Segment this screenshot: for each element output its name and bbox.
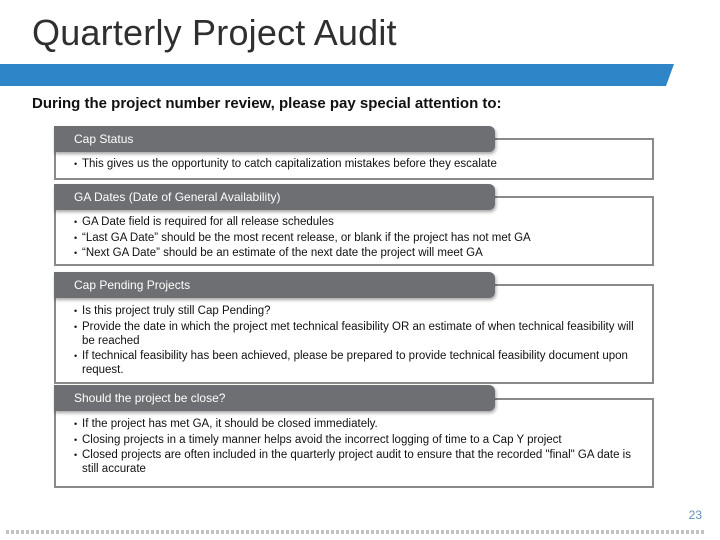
list-item: • Closed projects are often included in the quarterly project audit to ensure that the recorded "final" GA date is still accurate <box>74 448 634 476</box>
section-cap-pending-list <box>74 304 634 379</box>
list-item: • This gives us the opportunity to catch capitalization mistakes before they escalate <box>74 157 634 171</box>
list-item: • Closing projects in a timely manner helps avoid the incorrect logging of time to a Cap Y project <box>74 433 634 447</box>
section-header-cap-pending: Cap Pending Projects <box>54 272 495 298</box>
section-cap-status-list <box>74 157 634 173</box>
section-header-cap-status: Cap Status <box>54 126 495 152</box>
list-item: • If technical feasibility has been achieved, please be prepared to provide technical feasibility document upon request. <box>74 349 634 377</box>
list-item: • GA Date field is required for all release schedules <box>74 215 634 229</box>
section-header-ga-dates: GA Dates (Date of General Availability) <box>54 184 495 210</box>
list-item: • Provide the date in which the project met technical feasibility OR an estimate of when technical feasibility will be reached <box>74 320 634 348</box>
footer-fine-print <box>6 530 706 534</box>
list-item: • Is this project truly still Cap Pending? <box>74 304 634 318</box>
page-number: 23 <box>688 508 702 522</box>
list-item: • “Next GA Date” should be an estimate of the next date the project will meet GA <box>74 246 634 260</box>
slide-subtitle: During the project number review, please pay special attention to: <box>32 95 502 112</box>
title-accent-bar <box>0 64 720 86</box>
section-should-close-list <box>74 417 634 478</box>
list-item: • “Last GA Date” should be the most recent release, or blank if the project has not met GA <box>74 231 634 245</box>
section-ga-dates-list <box>74 215 634 262</box>
slide-title: Quarterly Project Audit <box>32 12 397 53</box>
section-header-should-close: Should the project be close? <box>54 385 495 411</box>
list-item: • If the project has met GA, it should be closed immediately. <box>74 417 634 431</box>
